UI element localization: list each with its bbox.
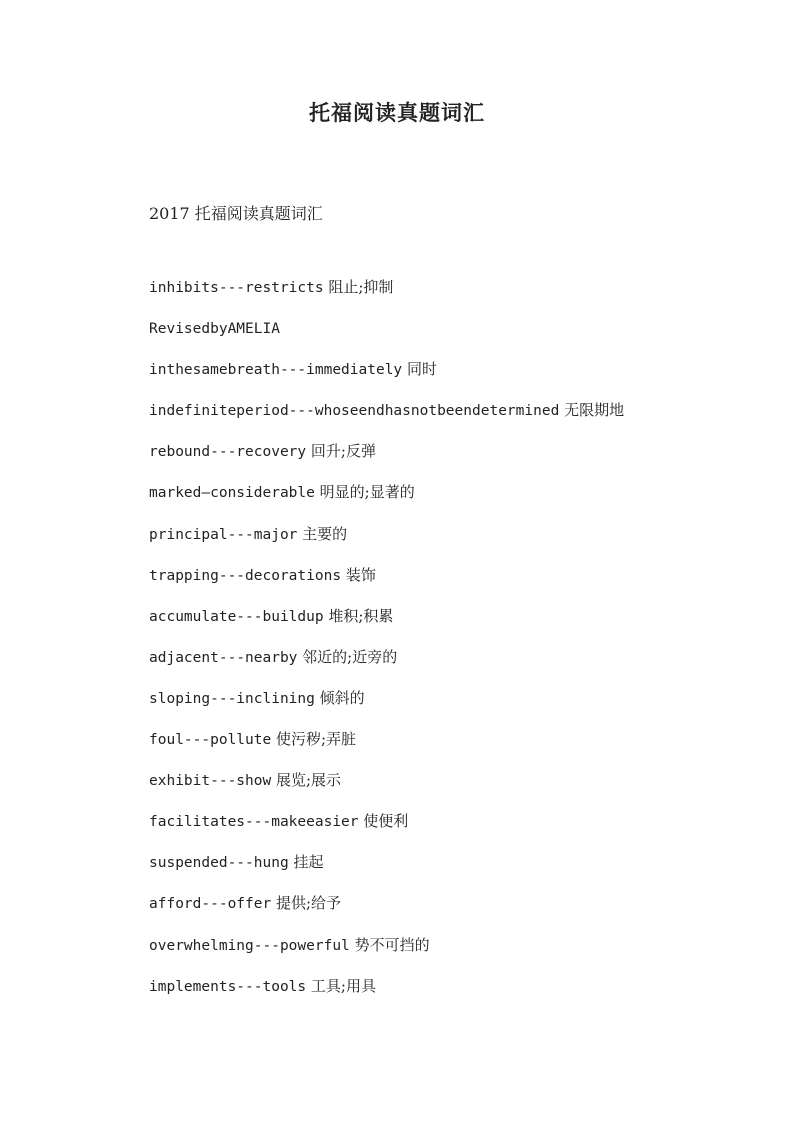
vocab-meaning: 无限期地 (559, 401, 625, 420)
vocab-meaning: 使污秽;弄脏 (271, 730, 357, 749)
vocab-term: inthesamebreath---immediately (149, 362, 403, 379)
vocab-entry (149, 277, 769, 318)
vocab-entry (149, 647, 769, 688)
vocab-entry (149, 976, 769, 1017)
vocab-meaning: 倾斜的 (314, 688, 365, 707)
vocab-entry (149, 318, 769, 359)
vocab-meaning: 势不可挡的 (349, 935, 430, 954)
vocab-entry (149, 482, 769, 523)
vocab-meaning: 阻止;抑制 (323, 278, 394, 296)
vocab-meaning: 邻近的;近旁的 (297, 647, 398, 666)
vocab-meaning: 挂起 (288, 853, 324, 872)
vocab-term: accumulate---buildup (149, 608, 324, 625)
vocab-term: foul---pollute (149, 732, 272, 749)
vocab-entry (149, 400, 769, 441)
document-title: 托福阅读真题词汇 (309, 100, 485, 125)
vocab-entry (149, 565, 769, 606)
vocab-meaning: 使便利 (358, 812, 409, 831)
vocab-term: adjacent---nearby (149, 649, 298, 666)
vocab-term: facilitates---makeeasier (149, 814, 359, 831)
vocab-term: inhibits---restricts (149, 280, 324, 296)
vocab-meaning: 同时 (402, 360, 437, 379)
vocab-meaning: 展览;展示 (271, 771, 342, 790)
vocab-entry (149, 524, 769, 565)
vocab-meaning: 提供;给予 (271, 894, 342, 913)
vocab-entry (149, 852, 769, 893)
vocab-entry (149, 935, 769, 976)
vocab-entry (149, 770, 769, 811)
vocab-term: RevisedbyAMELIA (149, 321, 280, 338)
vocab-entry (149, 441, 769, 482)
vocab-term: afford---offer (149, 896, 272, 913)
vocab-term: rebound---recovery (149, 444, 307, 461)
vocab-meaning: 装饰 (341, 565, 376, 584)
vocab-term: trapping---decorations (149, 567, 342, 584)
vocab-entry (149, 893, 769, 934)
vocab-meaning: 回升;反弹 (306, 442, 376, 461)
vocab-term: principal---major (149, 526, 298, 543)
vocabulary-list (149, 277, 769, 1017)
vocab-meaning: 主要的 (297, 524, 348, 543)
vocab-entry (149, 811, 769, 852)
vocab-meaning: 明显的;显著的 (314, 483, 415, 502)
vocab-term: suspended---hung (149, 855, 289, 872)
vocab-entry (149, 729, 769, 770)
vocab-term: implements---tools (149, 978, 307, 995)
vocab-term: indefiniteperiod---whoseendhasnotbeendetermined (149, 403, 560, 420)
vocab-term: exhibit---show (149, 773, 272, 790)
vocab-term: marked—considerable (149, 485, 315, 502)
vocab-meaning: 堆积;积累 (323, 606, 394, 625)
vocab-entry (149, 359, 769, 400)
vocab-entry (149, 688, 769, 729)
document-subtitle: 2017 托福阅读真题词汇 (149, 204, 323, 223)
vocab-meaning: 工具;用具 (306, 976, 376, 995)
vocab-term: sloping---inclining (149, 690, 315, 707)
vocab-entry (149, 606, 769, 647)
vocab-term: overwhelming---powerful (149, 937, 350, 954)
